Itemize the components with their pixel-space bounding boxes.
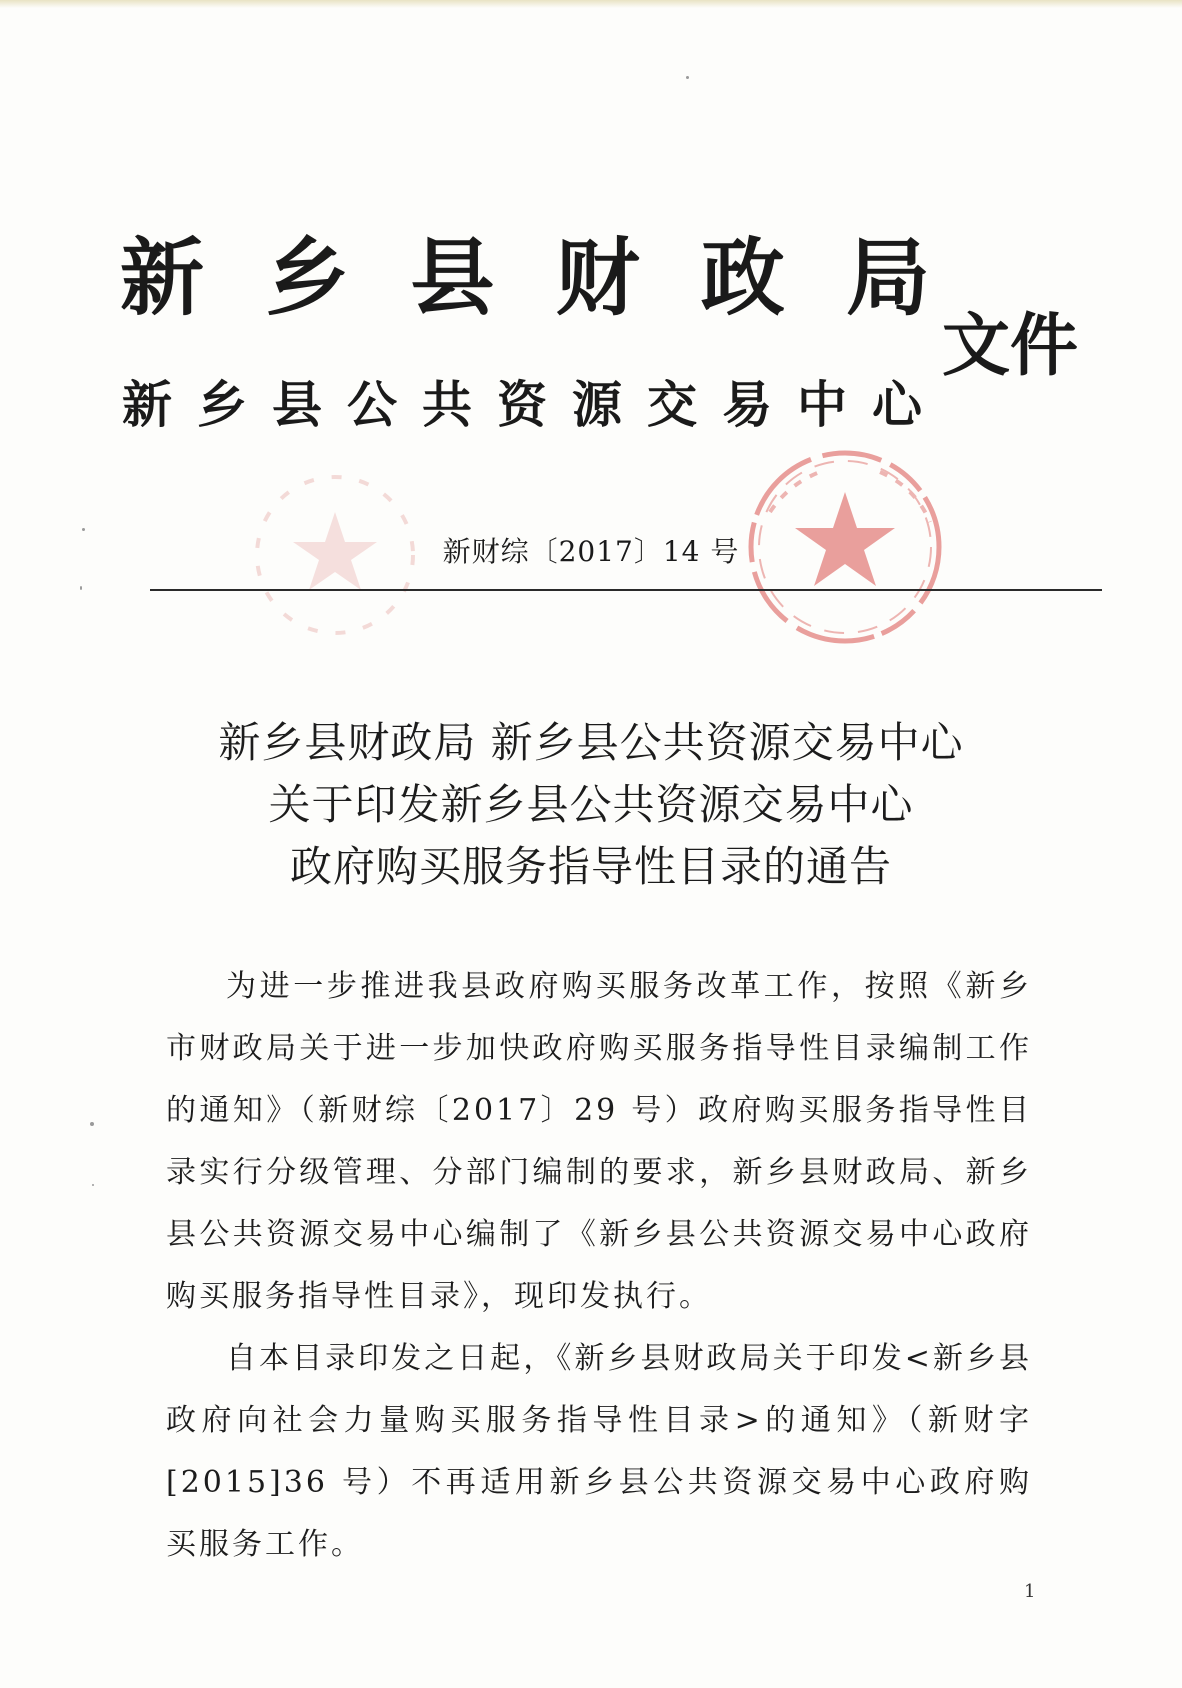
header-char: 乡 bbox=[265, 228, 350, 327]
header-org-line-1 bbox=[120, 228, 930, 328]
title-line: 政府购买服务指导性目录的通告 bbox=[289, 842, 892, 891]
header-char: 易 bbox=[722, 375, 772, 434]
header-char: 新 bbox=[122, 375, 172, 434]
header-char: 共 bbox=[422, 375, 472, 434]
scan-edge bbox=[0, 0, 1182, 8]
title-line: 新乡县财政局 新乡县公共资源交易中心 bbox=[218, 718, 964, 767]
page-number: 1 bbox=[1024, 1581, 1036, 1602]
header-org-line-2 bbox=[122, 370, 922, 440]
header-char: 源 bbox=[572, 375, 622, 434]
title-line: 关于印发新乡县公共资源交易中心 bbox=[268, 780, 914, 829]
header-char: 财 bbox=[555, 228, 640, 327]
header-char: 心 bbox=[872, 375, 922, 434]
header-char: 乡 bbox=[197, 375, 247, 434]
body-paragraph: 为进一步推进我县政府购买服务改革工作，按照《新乡市财政局关于进一步加快政府购买服务指导性目录编制工作的通知》（新财综〔2017〕29 号）政府购买服务指导性目录实行分级管理、分部门编制的要求，新乡县财政局、新乡县公共资源交易中心编制了《新乡县公共资源交易中心政府购买服务指导性目录》，现印发执行。 bbox=[166, 969, 1032, 1314]
header-char: 政 bbox=[700, 228, 785, 327]
scan-speck bbox=[686, 76, 689, 79]
header-char: 新 bbox=[120, 228, 205, 327]
header-suffix: 文件 bbox=[942, 306, 1079, 386]
header-char: 中 bbox=[797, 375, 847, 434]
header-divider-line bbox=[150, 589, 1102, 591]
body-paragraph: 自本目录印发之日起，《新乡县财政局关于印发<新乡县政府向社会力量购买服务指导性目录>的通知》（新财字[2015]36 号）不再适用新乡县公共资源交易中心政府购买服务工作。 bbox=[166, 1341, 1032, 1562]
document-number: 新财综〔2017〕14 号 bbox=[442, 535, 740, 568]
header-char: 交 bbox=[647, 375, 697, 434]
header-char: 资 bbox=[497, 375, 547, 434]
notice-title bbox=[0, 712, 1182, 898]
header-char: 局 bbox=[845, 228, 930, 327]
header-char: 县 bbox=[410, 228, 495, 327]
scan-speck bbox=[80, 586, 82, 590]
header-char: 县 bbox=[272, 375, 322, 434]
scan-speck bbox=[90, 1122, 94, 1126]
header-char: 公 bbox=[347, 375, 397, 434]
scan-speck bbox=[92, 1184, 94, 1186]
scan-speck bbox=[82, 528, 85, 531]
notice-body bbox=[166, 956, 1032, 1576]
